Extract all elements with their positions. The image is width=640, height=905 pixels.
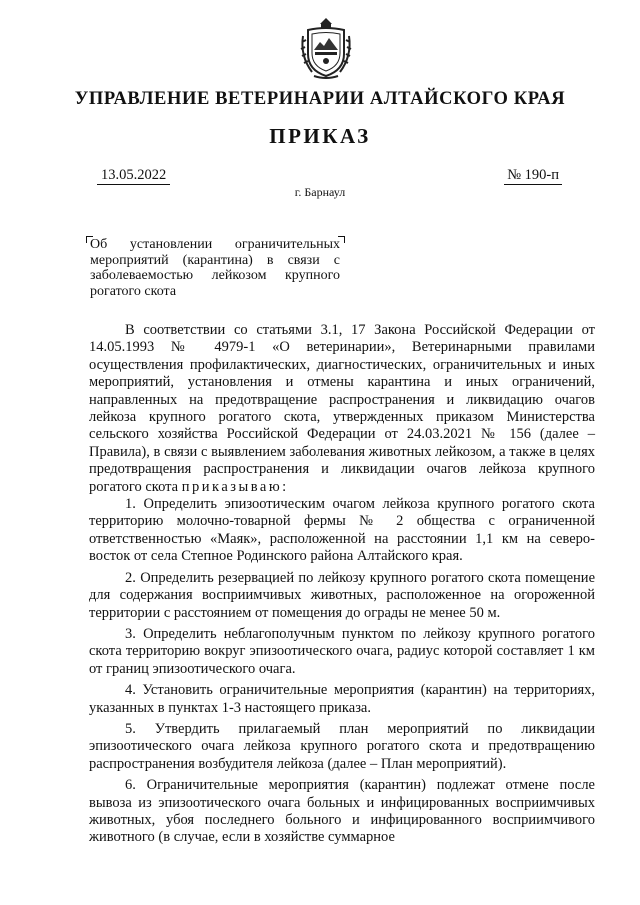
issue-city: г. Барнаул (294, 185, 346, 199)
order-date: 13.05.2022 (97, 167, 170, 185)
order-item: 5. Утвердить прилагаемый план мероприятий по ликвидации эпизоотического очага лейкоза крупного рогатого скота и предотвращению распространения возбудителя лейкоза (далее – План мероприятий). (89, 720, 595, 772)
preamble-text: В соответствии со статьями 3.1, 17 Закона Российской Федерации от 14.05.1993 № 4979-1 «О ветеринарии», Ветеринарными правилами осуществления профилактических, диагностических, ограничительных и иных мероприятий, установления и отмены карантина и иных ограничений, направленных на предотвращение распространения и ликвидацию очагов лейкоза крупного рогатого скота, утвержденных приказом Министерства сельского хозяйства Российской Федерации от 24.03.2021 № 156 (далее – Правила), в связи с выявлением заболевания животных лейкозом, а также в целях предотвращения распространения и ликвидации очагов лейкоза крупного рогатого скота (89, 322, 595, 495)
order-item: 1. Определить эпизоотическим очагом лейкоза крупного рогатого скота территорию молочно-товарной фермы № 2 общества с ограниченной ответственностью «Маяк», расположенной на расстоянии 1,1 км на северо-восток от села Степное Родинского района Алтайского края. (89, 496, 595, 565)
order-word: приказываю: (181, 478, 289, 495)
organization-title: УПРАВЛЕНИЕ ВЕТЕРИНАРИИ АЛТАЙСКОГО КРАЯ (74, 89, 566, 109)
order-item: 3. Определить неблагополучным пунктом по лейкозу крупного рогатого скота территорию вокруг эпизоотического очага, радиус которой составляет 1 км от границ эпизоотического очага. (89, 625, 595, 677)
order-subject: Об установлении ограничительных мероприятий (карантина) в связи с заболеваемостью лейкозом крупного рогатого скота (90, 237, 340, 299)
order-body (89, 322, 595, 847)
document-type: ПРИКАЗ (269, 124, 371, 148)
preamble-paragraph (89, 322, 595, 496)
order-item: 2. Определить резервацией по лейкозу крупного рогатого скота помещение для содержания восприимчивых животных, расположенное на огороженной территории с расстоянием от помещения до ограды не менее 50 м. (89, 569, 595, 621)
order-number: № 190-п (504, 167, 562, 185)
order-item: 6. Ограничительные мероприятия (карантин) подлежат отмене после вывоза из эпизоотического очага больных и инфицированных восприимчивых животных, убоя последнего больного и инфицированного восприимчивого животного (в случае, если в хозяйстве суммарное (89, 777, 595, 846)
order-item: 4. Установить ограничительные мероприятия (карантин) на территориях, указанных в пунктах 1-3 настоящего приказа. (89, 682, 595, 716)
altai-coat-of-arms-icon (298, 16, 354, 80)
